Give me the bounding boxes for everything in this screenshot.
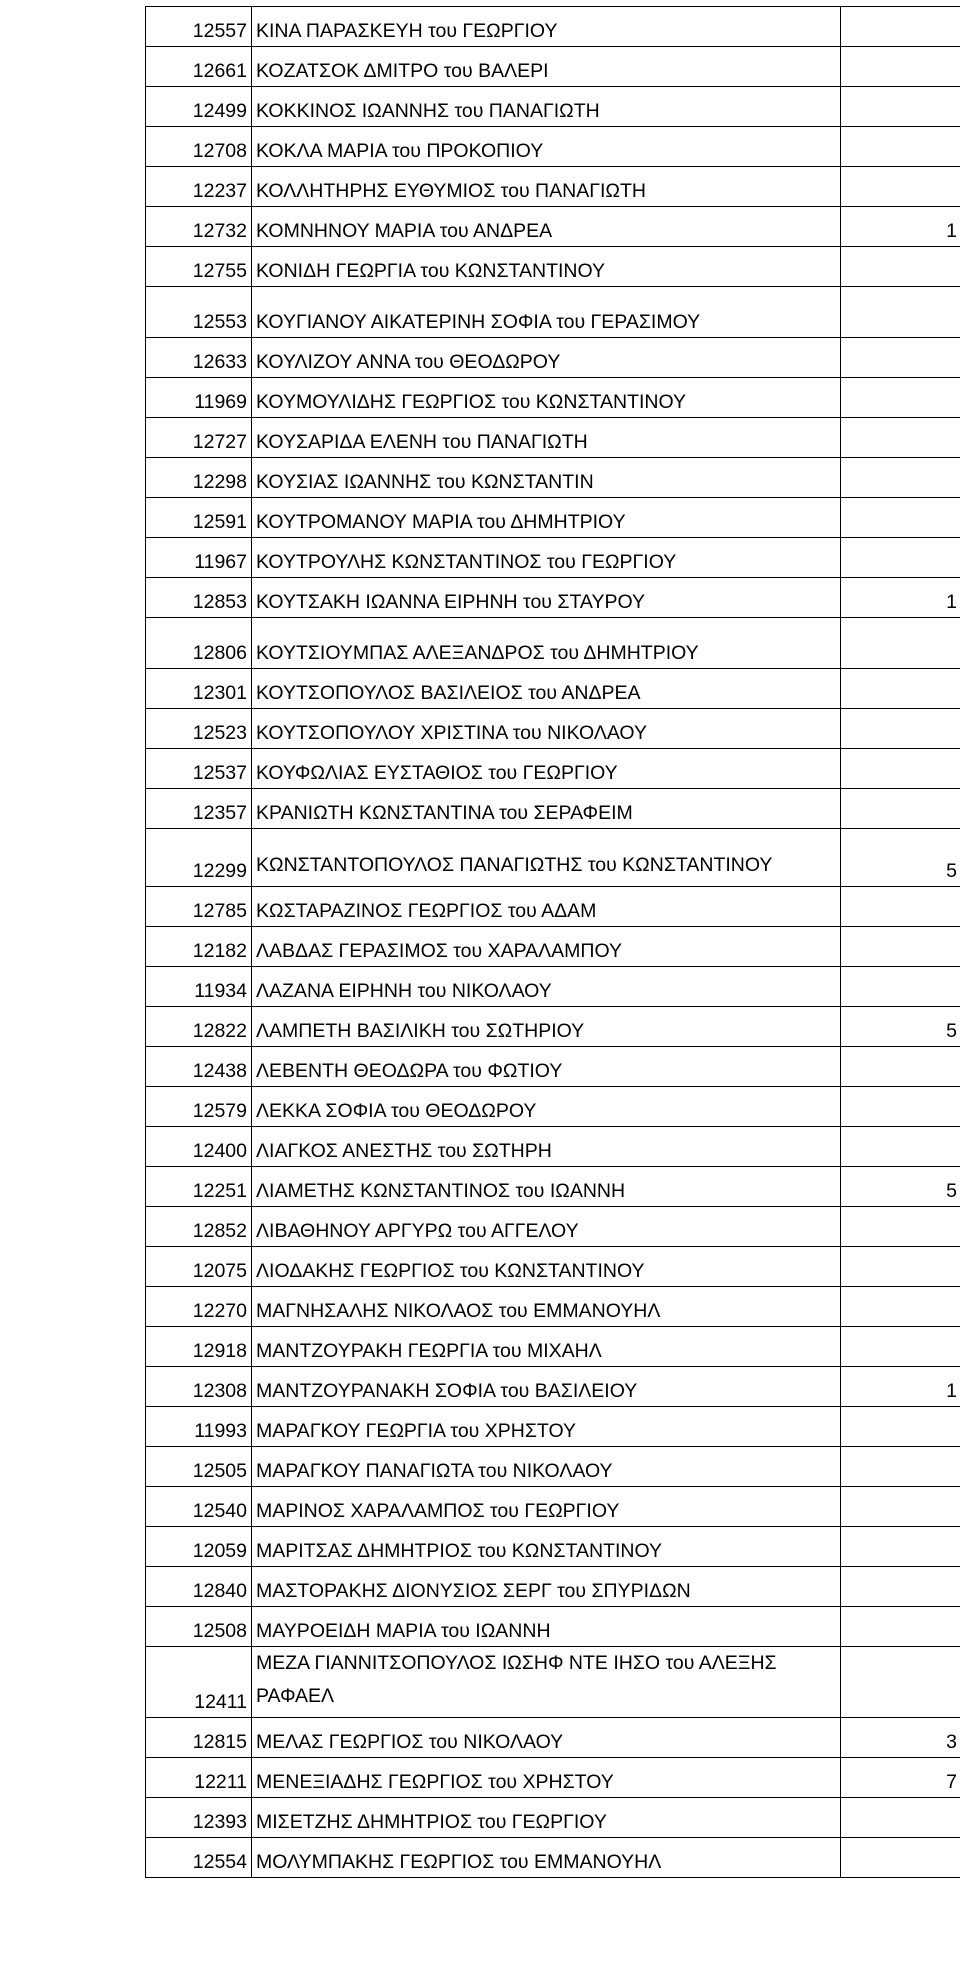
id-cell[interactable]: 12840 [146, 1567, 252, 1607]
name-cell[interactable]: ΜΑΡΑΓΚΟΥ ΠΑΝΑΓΙΩΤΑ του ΝΙΚΟΛΑΟΥ [252, 1447, 841, 1487]
number-cell[interactable] [841, 7, 960, 47]
table-row [146, 1647, 960, 1718]
name-cell[interactable]: ΜΑΣΤΟΡΑΚΗΣ ΔΙΟΝΥΣΙΟΣ ΣΕΡΓ του ΣΠΥΡΙΔΩΝ [252, 1567, 841, 1607]
table-row [146, 829, 960, 887]
table-row [146, 378, 960, 418]
id-cell[interactable]: 12508 [146, 1607, 252, 1647]
number-cell[interactable] [841, 378, 960, 418]
number-cell[interactable] [841, 887, 960, 927]
id-cell[interactable]: 12075 [146, 1247, 252, 1287]
table-row [146, 87, 960, 127]
number-cell[interactable] [841, 927, 960, 967]
number-cell[interactable] [841, 669, 960, 709]
table-row [146, 538, 960, 578]
number-cell[interactable] [841, 287, 960, 338]
table-row [146, 749, 960, 789]
number-cell[interactable] [841, 167, 960, 207]
id-cell[interactable]: 12554 [146, 1838, 252, 1878]
name-cell[interactable]: ΚΟΥΛΙΖΟΥ ΑΝΝΑ του ΘΕΟΔΩΡΟΥ [252, 338, 841, 378]
number-cell[interactable]: 5 [841, 829, 960, 887]
name-cell[interactable]: ΛΕΚΚΑ ΣΟΦΙΑ του ΘΕΟΔΩΡΟΥ [252, 1087, 841, 1127]
number-cell[interactable] [841, 709, 960, 749]
id-cell[interactable]: 12537 [146, 749, 252, 789]
name-cell[interactable]: ΚΟΥΤΣΙΟΥΜΠΑΣ ΑΛΕΞΑΝΔΡΟΣ του ΔΗΜΗΤΡΙΟΥ [252, 618, 841, 669]
name-cell[interactable]: ΛΕΒΕΝΤΗ ΘΕΟΔΩΡΑ του ΦΩΤΙΟΥ [252, 1047, 841, 1087]
number-cell[interactable] [841, 1407, 960, 1447]
number-cell[interactable] [841, 498, 960, 538]
name-cell[interactable]: ΚΩΣΤΑΡΑΖΙΝΟΣ ΓΕΩΡΓΙΟΣ του ΑΔΑΜ [252, 887, 841, 927]
table-row [146, 1007, 960, 1047]
name-cell[interactable]: ΛΑΖΑΝΑ ΕΙΡΗΝΗ του ΝΙΚΟΛΑΟΥ [252, 967, 841, 1007]
name-cell[interactable]: ΚΟΥΤΣΟΠΟΥΛΟΣ ΒΑΣΙΛΕΙΟΣ του ΑΝΔΡΕΑ [252, 669, 841, 709]
name-cell[interactable]: ΚΟΥΤΡΟΥΛΗΣ ΚΩΝΣΤΑΝΤΙΝΟΣ του ΓΕΩΡΓΙΟΥ [252, 538, 841, 578]
id-cell[interactable]: 12727 [146, 418, 252, 458]
table-row [146, 127, 960, 167]
table-row [146, 338, 960, 378]
id-cell[interactable]: 12059 [146, 1527, 252, 1567]
id-cell[interactable]: 12400 [146, 1127, 252, 1167]
id-cell[interactable]: 12301 [146, 669, 252, 709]
id-cell[interactable]: 12393 [146, 1798, 252, 1838]
table-row [146, 709, 960, 749]
number-cell[interactable] [841, 1647, 960, 1718]
table-row [146, 1167, 960, 1207]
table-row [146, 1207, 960, 1247]
table-row [146, 789, 960, 829]
table-row [146, 7, 960, 47]
id-cell[interactable]: 12579 [146, 1087, 252, 1127]
number-cell[interactable] [841, 1287, 960, 1327]
name-cell[interactable]: ΜΑΡΙΤΣΑΣ ΔΗΜΗΤΡΙΟΣ του ΚΩΝΣΤΑΝΤΙΝΟΥ [252, 1527, 841, 1567]
candidate-table-body [146, 7, 960, 1878]
name-cell[interactable]: ΜΕΝΕΞΙΑΔΗΣ ΓΕΩΡΓΙΟΣ του ΧΡΗΣΤΟΥ [252, 1758, 841, 1798]
table-row [146, 1798, 960, 1838]
number-cell[interactable]: 1 [841, 578, 960, 618]
number-cell[interactable] [841, 418, 960, 458]
table-row [146, 1367, 960, 1407]
id-cell[interactable]: 12237 [146, 167, 252, 207]
name-cell[interactable]: ΜΑΡΑΓΚΟΥ ΓΕΩΡΓΙΑ του ΧΡΗΣΤΟΥ [252, 1407, 841, 1447]
name-cell[interactable]: ΚΟΥΤΣΑΚΗ ΙΩΑΝΝΑ ΕΙΡΗΝΗ του ΣΤΑΥΡΟΥ [252, 578, 841, 618]
number-cell[interactable] [841, 87, 960, 127]
name-cell[interactable]: ΚΟΥΓΙΑΝΟΥ ΑΙΚΑΤΕΡΙΝΗ ΣΟΦΙΑ του ΓΕΡΑΣΙΜΟΥ [252, 287, 841, 338]
number-cell[interactable] [841, 338, 960, 378]
id-cell[interactable]: 12357 [146, 789, 252, 829]
table-row [146, 207, 960, 247]
table-row [146, 1838, 960, 1878]
id-cell[interactable]: 11934 [146, 967, 252, 1007]
table-row [146, 418, 960, 458]
name-cell[interactable]: ΛΙΟΔΑΚΗΣ ΓΕΩΡΓΙΟΣ του ΚΩΝΣΤΑΝΤΙΝΟΥ [252, 1247, 841, 1287]
number-cell[interactable]: 1 [841, 207, 960, 247]
id-cell[interactable]: 12633 [146, 338, 252, 378]
table-row [146, 887, 960, 927]
number-cell[interactable] [841, 458, 960, 498]
id-cell[interactable]: 11969 [146, 378, 252, 418]
id-cell[interactable]: 12182 [146, 927, 252, 967]
table-row [146, 1567, 960, 1607]
table-row [146, 669, 960, 709]
id-cell[interactable]: 12853 [146, 578, 252, 618]
id-cell[interactable]: 12822 [146, 1007, 252, 1047]
name-cell[interactable]: ΜΕΖΑ ΓΙΑΝΝΙΤΣΟΠΟΥΛΟΣ ΙΩΣΗΦ ΝΤΕ ΙΗΣΟ του ΑΛΕΞΗΣ ΡΑΦΑΕΛ [252, 1647, 841, 1718]
table-row [146, 618, 960, 669]
id-cell[interactable]: 12298 [146, 458, 252, 498]
name-cell[interactable]: ΚΟΥΣΑΡΙΔΑ ΕΛΕΝΗ του ΠΑΝΑΓΙΩΤΗ [252, 418, 841, 458]
name-cell[interactable]: ΚΙΝΑ ΠΑΡΑΣΚΕΥΗ του ΓΕΩΡΓΙΟΥ [252, 7, 841, 47]
id-cell[interactable]: 12411 [146, 1647, 252, 1718]
name-cell[interactable]: ΚΟΥΜΟΥΛΙΔΗΣ ΓΕΩΡΓΙΟΣ του ΚΩΝΣΤΑΝΤΙΝΟΥ [252, 378, 841, 418]
number-cell[interactable] [841, 1798, 960, 1838]
name-cell[interactable]: ΛΑΒΔΑΣ ΓΕΡΑΣΙΜΟΣ του ΧΑΡΑΛΑΜΠΟΥ [252, 927, 841, 967]
number-cell[interactable] [841, 1207, 960, 1247]
name-cell[interactable]: ΚΟΖΑΤΣΟΚ ΔΜΙΤΡΟ του ΒΑΛΕΡΙ [252, 47, 841, 87]
table-row [146, 578, 960, 618]
id-cell[interactable]: 12708 [146, 127, 252, 167]
name-cell[interactable]: ΚΟΥΤΣΟΠΟΥΛΟΥ ΧΡΙΣΤΙΝΑ του ΝΙΚΟΛΑΟΥ [252, 709, 841, 749]
name-cell[interactable]: ΜΑΝΤΖΟΥΡΑΚΗ ΓΕΩΡΓΙΑ του ΜΙΧΑΗΛ [252, 1327, 841, 1367]
name-cell[interactable]: ΜΟΛΥΜΠΑΚΗΣ ΓΕΩΡΓΙΟΣ του ΕΜΜΑΝΟΥΗΛ [252, 1838, 841, 1878]
id-cell[interactable]: 12540 [146, 1487, 252, 1527]
table-row [146, 1287, 960, 1327]
table-row [146, 1407, 960, 1447]
number-cell[interactable] [841, 247, 960, 287]
table-row [146, 1047, 960, 1087]
number-cell[interactable] [841, 749, 960, 789]
number-cell[interactable]: 7 [841, 1758, 960, 1798]
id-cell[interactable]: 12211 [146, 1758, 252, 1798]
number-cell[interactable] [841, 1447, 960, 1487]
name-cell[interactable]: ΚΟΜΝΗΝΟΥ ΜΑΡΙΑ του ΑΝΔΡΕΑ [252, 207, 841, 247]
number-cell[interactable] [841, 789, 960, 829]
name-cell[interactable]: ΚΟΝΙΔΗ ΓΕΩΡΓΙΑ του ΚΩΝΣΤΑΝΤΙΝΟΥ [252, 247, 841, 287]
id-cell[interactable]: 12505 [146, 1447, 252, 1487]
table-row [146, 47, 960, 87]
name-cell[interactable]: ΜΑΡΙΝΟΣ ΧΑΡΑΛΑΜΠΟΣ του ΓΕΩΡΓΙΟΥ [252, 1487, 841, 1527]
table-row [146, 1127, 960, 1167]
id-cell[interactable]: 12815 [146, 1718, 252, 1758]
number-cell[interactable] [841, 538, 960, 578]
number-cell[interactable] [841, 618, 960, 669]
name-cell[interactable]: ΛΑΜΠΕΤΗ ΒΑΣΙΛΙΚΗ του ΣΩΤΗΡΙΟΥ [252, 1007, 841, 1047]
name-cell[interactable]: ΚΩΝΣΤΑΝΤΟΠΟΥΛΟΣ ΠΑΝΑΓΙΩΤΗΣ του ΚΩΝΣΤΑΝΤΙΝΟΥ [252, 829, 841, 887]
table-row [146, 1527, 960, 1567]
id-cell[interactable]: 12523 [146, 709, 252, 749]
id-cell[interactable]: 12270 [146, 1287, 252, 1327]
table-row [146, 458, 960, 498]
id-cell[interactable]: 12918 [146, 1327, 252, 1367]
id-cell[interactable]: 12251 [146, 1167, 252, 1207]
number-cell[interactable] [841, 1047, 960, 1087]
id-cell[interactable]: 12553 [146, 287, 252, 338]
table-row [146, 1487, 960, 1527]
name-cell[interactable]: ΚΟΥΦΩΛΙΑΣ ΕΥΣΤΑΘΙΟΣ του ΓΕΩΡΓΙΟΥ [252, 749, 841, 789]
id-cell[interactable]: 12299 [146, 829, 252, 887]
name-cell[interactable]: ΜΑΓΝΗΣΑΛΗΣ ΝΙΚΟΛΑΟΣ του ΕΜΜΑΝΟΥΗΛ [252, 1287, 841, 1327]
table-row [146, 1327, 960, 1367]
id-cell[interactable]: 12499 [146, 87, 252, 127]
number-cell[interactable] [841, 127, 960, 167]
id-cell[interactable]: 11993 [146, 1407, 252, 1447]
table-row [146, 1087, 960, 1127]
name-cell[interactable]: ΛΙΑΓΚΟΣ ΑΝΕΣΤΗΣ του ΣΩΤΗΡΗ [252, 1127, 841, 1167]
table-row [146, 1718, 960, 1758]
table-row [146, 247, 960, 287]
number-cell[interactable] [841, 1087, 960, 1127]
id-cell[interactable]: 12661 [146, 47, 252, 87]
number-cell[interactable] [841, 1527, 960, 1567]
name-cell[interactable]: ΜΙΣΕΤΖΗΣ ΔΗΜΗΤΡΙΟΣ του ΓΕΩΡΓΙΟΥ [252, 1798, 841, 1838]
number-cell[interactable] [841, 1327, 960, 1367]
table-row [146, 1247, 960, 1287]
id-cell[interactable]: 12438 [146, 1047, 252, 1087]
name-cell[interactable]: ΜΑΝΤΖΟΥΡΑΝΑΚΗ ΣΟΦΙΑ του ΒΑΣΙΛΕΙΟΥ [252, 1367, 841, 1407]
id-cell[interactable]: 11967 [146, 538, 252, 578]
id-cell[interactable]: 12308 [146, 1367, 252, 1407]
name-cell[interactable]: ΚΟΥΤΡΟΜΑΝΟΥ ΜΑΡΙΑ του ΔΗΜΗΤΡΙΟΥ [252, 498, 841, 538]
number-cell[interactable]: 1 [841, 1367, 960, 1407]
table-row [146, 1447, 960, 1487]
id-cell[interactable]: 12852 [146, 1207, 252, 1247]
number-cell[interactable] [841, 1127, 960, 1167]
id-cell[interactable]: 12755 [146, 247, 252, 287]
name-cell[interactable]: ΛΙΒΑΘΗΝΟΥ ΑΡΓΥΡΩ του ΑΓΓΕΛΟΥ [252, 1207, 841, 1247]
candidate-table [145, 6, 960, 1878]
name-cell[interactable]: ΚΟΛΛΗΤΗΡΗΣ ΕΥΘΥΜΙΟΣ του ΠΑΝΑΓΙΩΤΗ [252, 167, 841, 207]
name-cell[interactable]: ΚΡΑΝΙΩΤΗ ΚΩΝΣΤΑΝΤΙΝΑ του ΣΕΡΑΦΕΙΜ [252, 789, 841, 829]
table-row [146, 167, 960, 207]
number-cell[interactable]: 5 [841, 1167, 960, 1207]
name-cell[interactable]: ΜΑΥΡΟΕΙΔΗ ΜΑΡΙΑ του ΙΩΑΝΝΗ [252, 1607, 841, 1647]
id-cell[interactable]: 12785 [146, 887, 252, 927]
number-cell[interactable]: 5 [841, 1007, 960, 1047]
table-row [146, 498, 960, 538]
number-cell[interactable]: 3 [841, 1718, 960, 1758]
number-cell[interactable] [841, 47, 960, 87]
number-cell[interactable] [841, 1607, 960, 1647]
table-row [146, 287, 960, 338]
name-cell[interactable]: ΛΙΑΜΕΤΗΣ ΚΩΝΣΤΑΝΤΙΝΟΣ του ΙΩΑΝΝΗ [252, 1167, 841, 1207]
name-cell[interactable]: ΚΟΚΛΑ ΜΑΡΙΑ του ΠΡΟΚΟΠΙΟΥ [252, 127, 841, 167]
table-row [146, 967, 960, 1007]
id-cell[interactable]: 12591 [146, 498, 252, 538]
id-cell[interactable]: 12557 [146, 7, 252, 47]
table-row [146, 1758, 960, 1798]
number-cell[interactable] [841, 967, 960, 1007]
number-cell[interactable] [841, 1487, 960, 1527]
name-cell[interactable]: ΚΟΥΣΙΑΣ ΙΩΑΝΝΗΣ του ΚΩΝΣΤΑΝΤΙΝ [252, 458, 841, 498]
table-row [146, 927, 960, 967]
id-cell[interactable]: 12806 [146, 618, 252, 669]
name-cell[interactable]: ΜΕΛΑΣ ΓΕΩΡΓΙΟΣ του ΝΙΚΟΛΑΟΥ [252, 1718, 841, 1758]
id-cell[interactable]: 12732 [146, 207, 252, 247]
number-cell[interactable] [841, 1838, 960, 1878]
number-cell[interactable] [841, 1567, 960, 1607]
name-cell[interactable]: ΚΟΚΚΙΝΟΣ ΙΩΑΝΝΗΣ του ΠΑΝΑΓΙΩΤΗ [252, 87, 841, 127]
table-row [146, 1607, 960, 1647]
number-cell[interactable] [841, 1247, 960, 1287]
